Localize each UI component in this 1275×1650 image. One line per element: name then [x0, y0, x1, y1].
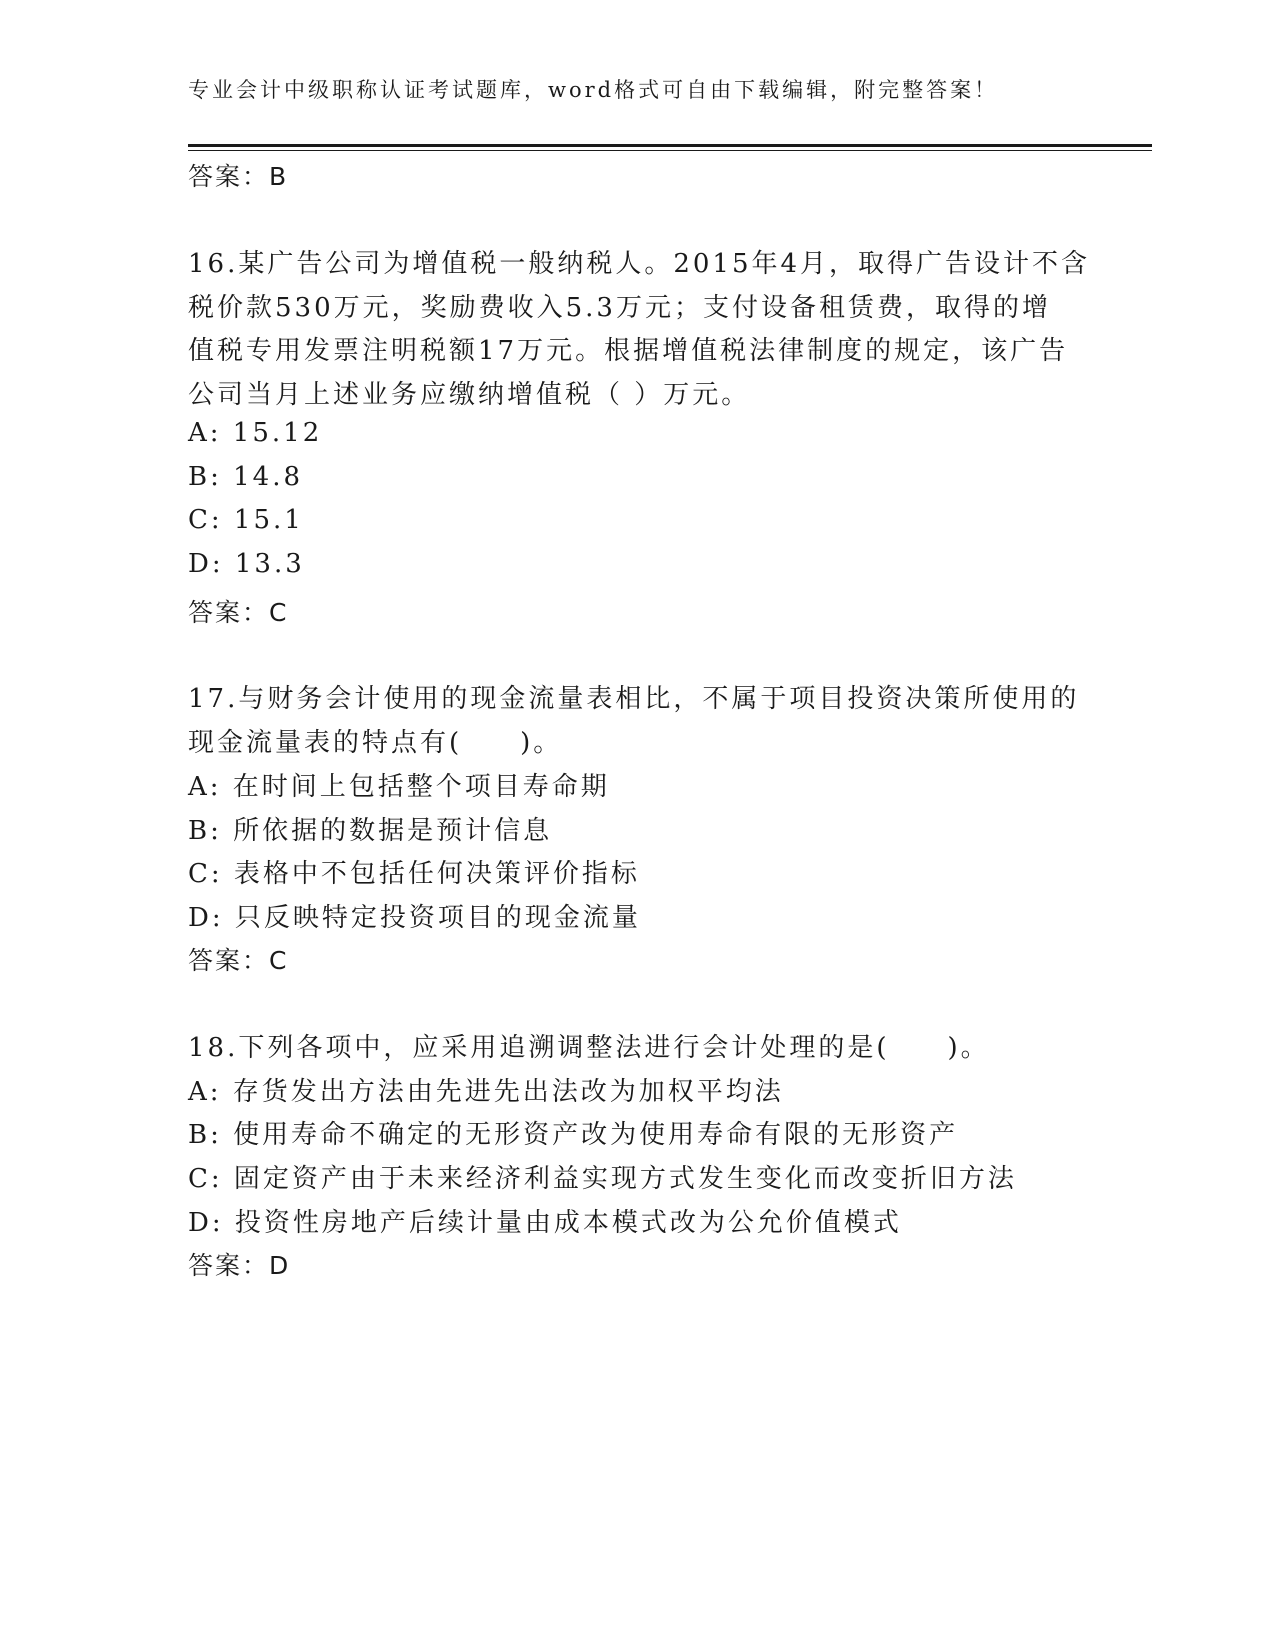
question-16-stem-line-3: 值税专用发票注明税额17万元。根据增值税法律制度的规定，该广告: [188, 336, 1069, 366]
question-16-stem-line-4: 公司当月上述业务应缴纳增值税（ ）万元。: [188, 380, 751, 410]
question-18-option-a: A: 存货发出方法由先进先出法改为加权平均法: [188, 1077, 784, 1107]
question-16-option-a: A: 15.12: [188, 418, 323, 448]
question-17-stem-line-1: 17.与财务会计使用的现金流量表相比，不属于项目投资决策所使用的: [188, 684, 1080, 714]
question-16-option-b: B: 14.8: [188, 462, 304, 492]
question-16-stem-line-1: 16.某广告公司为增值税一般纳税人。2015年4月，取得广告设计不含: [188, 249, 1091, 279]
question-17-option-c: C: 表格中不包括任何决策评价指标: [188, 859, 640, 889]
question-18-option-b: B: 使用寿命不确定的无形资产改为使用寿命有限的无形资产: [188, 1120, 959, 1150]
question-16-stem-line-2: 税价款530万元，奖励费收入5.3万元；支付设备租赁费，取得的增: [188, 293, 1051, 323]
question-18-stem-line-1: 18.下列各项中，应采用追溯调整法进行会计处理的是( )。: [188, 1033, 990, 1063]
question-17-option-b: B: 所依据的数据是预计信息: [188, 816, 553, 846]
question-18-option-d: D: 投资性房地产后续计量由成本模式改为公允价值模式: [188, 1208, 902, 1238]
question-17-option-d: D: 只反映特定投资项目的现金流量: [188, 903, 641, 933]
question-16-answer: 答案：C: [188, 598, 289, 627]
question-17-stem-line-2: 现金流量表的特点有( )。: [188, 728, 563, 758]
header-rule-thin: [188, 150, 1152, 151]
header-rule-thick: [188, 144, 1152, 147]
question-16-option-c: C: 15.1: [188, 505, 304, 535]
previous-answer: 答案：B: [188, 162, 289, 191]
question-17-answer: 答案：C: [188, 946, 289, 975]
question-16-option-d: D: 13.3: [188, 549, 305, 579]
question-18-option-c: C: 固定资产由于未来经济利益实现方式发生变化而改变折旧方法: [188, 1164, 1017, 1194]
question-17-option-a: A: 在时间上包括整个项目寿命期: [188, 772, 610, 802]
page-header: 专业会计中级职称认证考试题库，word格式可自由下载编辑，附完整答案！: [188, 78, 999, 102]
question-18-answer: 答案：D: [188, 1251, 291, 1280]
